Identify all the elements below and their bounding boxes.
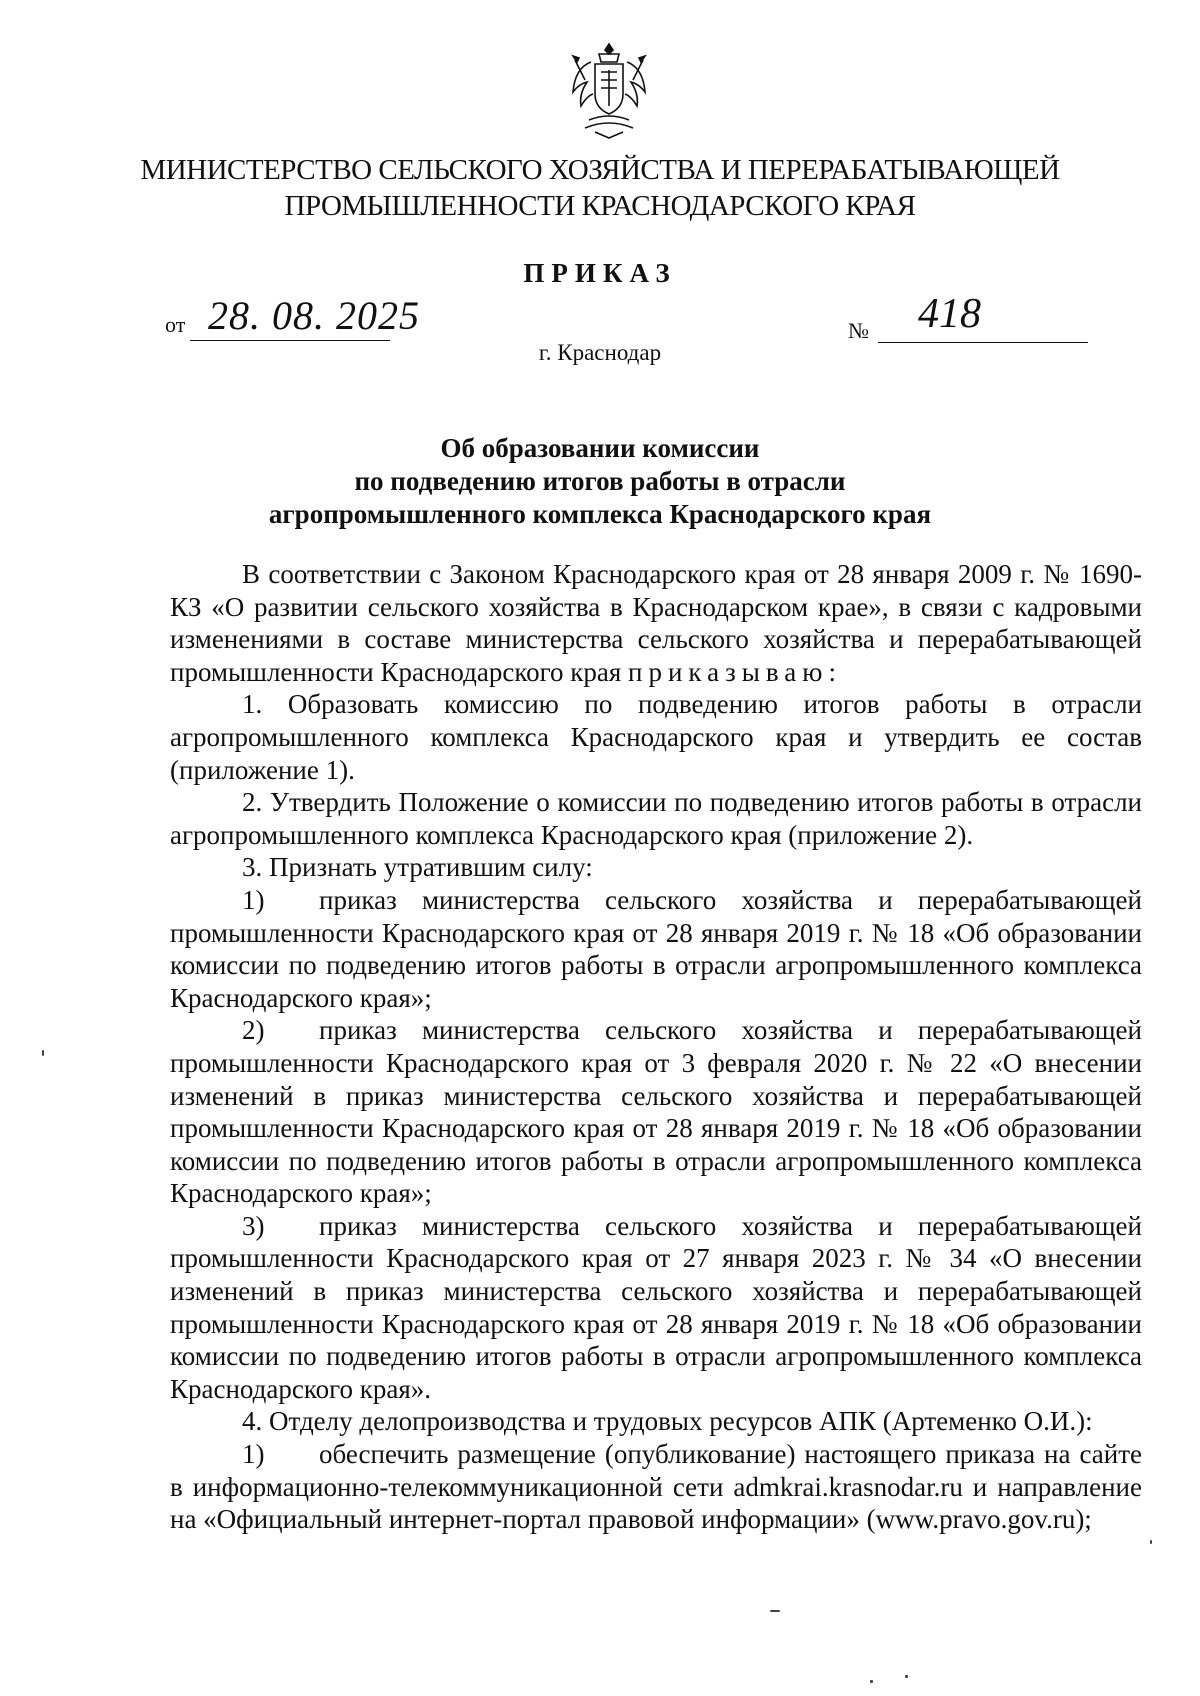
item-number: 2) bbox=[242, 1015, 265, 1046]
coat-of-arms-icon bbox=[565, 40, 653, 142]
ministry-name bbox=[100, 152, 1100, 224]
title-line-3: агропромышленного комплекса Краснодарского края bbox=[268, 499, 932, 529]
paragraph-intro bbox=[170, 558, 1142, 688]
city: г. Краснодар bbox=[538, 340, 662, 365]
date-handwritten: 28. 08. 2025 bbox=[208, 293, 420, 338]
title-line-1: Об образовании комиссии bbox=[440, 433, 760, 463]
item-text: приказ министерства сельского хозяйства и перерабатывающей промышленности Краснодарского края от 28 января 2019 г. № 18 «Об образовании комиссии по подведению итогов работы в отрасли агропромышленного комплекса Краснодарского края»; bbox=[170, 884, 1142, 1013]
item-text: приказ министерства сельского хозяйства и перерабатывающей промышленности Краснодарского края от 27 января 2023 г. № 34 «О внесении изменений в приказ министерства сельского хозяйства и перерабатывающей промышленности Краснодарского края от 28 января 2019 г. № 18 «Об образовании комиссии по подведению итогов работы в отрасли агропромышленного комплекса Краснодарского края». bbox=[170, 1210, 1142, 1404]
scan-speck bbox=[905, 1675, 908, 1678]
scan-speck bbox=[1150, 1540, 1152, 1544]
scan-speck bbox=[770, 1610, 780, 1612]
item-number: 1) bbox=[242, 884, 265, 915]
paragraph-3: 3. Признать утратившим силу: bbox=[242, 852, 593, 883]
item-text: обеспечить размещение (опубликование) настоящего приказа на сайте в информационно-телекоммуникационной сети admkrai.krasnodar.ru и направление на «Официальный интернет-портал правовой информации» (www.pravo.gov.ru); bbox=[170, 1439, 1142, 1535]
title-line-2: по подведению итогов работы в отрасли bbox=[354, 466, 846, 496]
order-word: приказываю: bbox=[628, 656, 842, 687]
ministry-line-1: МИНИСТЕРСТВО СЕЛЬСКОГО ХОЗЯЙСТВА И ПЕРЕРАБАТЫВАЮЩЕЙ bbox=[140, 154, 1060, 186]
item-number: 3) bbox=[242, 1210, 265, 1241]
document-title bbox=[100, 432, 1100, 531]
number-label: № bbox=[848, 318, 869, 343]
item-text: приказ министерства сельского хозяйства и перерабатывающей промышленности Краснодарского края от 3 февраля 2020 г. № 22 «О внесении изменений в приказ министерства сельского хозяйства и перерабатывающей промышленности Краснодарского края от 28 января 2019 г. № 18 «Об образовании комиссии по подведению итогов работы в отрасли агропромышленного комплекса Краснодарского края»; bbox=[170, 1015, 1142, 1209]
paragraph-4: 4. Отделу делопроизводства и трудовых ресурсов АПК (Артеменко О.И.): bbox=[242, 1406, 1093, 1437]
paragraph-1: 1. Образовать комиссию по подведению итогов работы в отрасли агропромышленного комплекса Краснодарского края и утвердить ее состав (приложение 1). bbox=[170, 689, 1142, 785]
paragraph-3-1 bbox=[170, 884, 1142, 1014]
intro-text: В соответствии с Законом Краснодарского края от 28 января 2009 г. № 1690-КЗ «О развитии сельского хозяйства в Краснодарском крае», в связи с кадровыми изменениями в составе министерства сельского хозяйства и перерабатывающей промышленности Краснодарского края bbox=[170, 559, 1142, 687]
paragraph-3-2 bbox=[170, 1014, 1142, 1210]
scan-speck bbox=[870, 1680, 873, 1683]
paragraph-3-3 bbox=[170, 1210, 1142, 1406]
paragraph-2: 2. Утвердить Положение о комиссии по подведению итогов работы в отрасли агропромышленного комплекса Краснодарского края (приложение 2). bbox=[170, 787, 1142, 850]
document-body bbox=[170, 558, 1142, 1536]
number-handwritten: 418 bbox=[918, 291, 981, 337]
paragraph-4-1 bbox=[170, 1438, 1142, 1536]
scan-speck bbox=[42, 1050, 44, 1056]
date-label: от bbox=[165, 312, 186, 337]
order-title: ПРИКАЗ bbox=[523, 258, 677, 288]
item-number: 1) bbox=[242, 1439, 265, 1470]
ministry-line-2: ПРОМЫШЛЕННОСТИ КРАСНОДАРСКОГО КРАЯ bbox=[284, 190, 916, 222]
